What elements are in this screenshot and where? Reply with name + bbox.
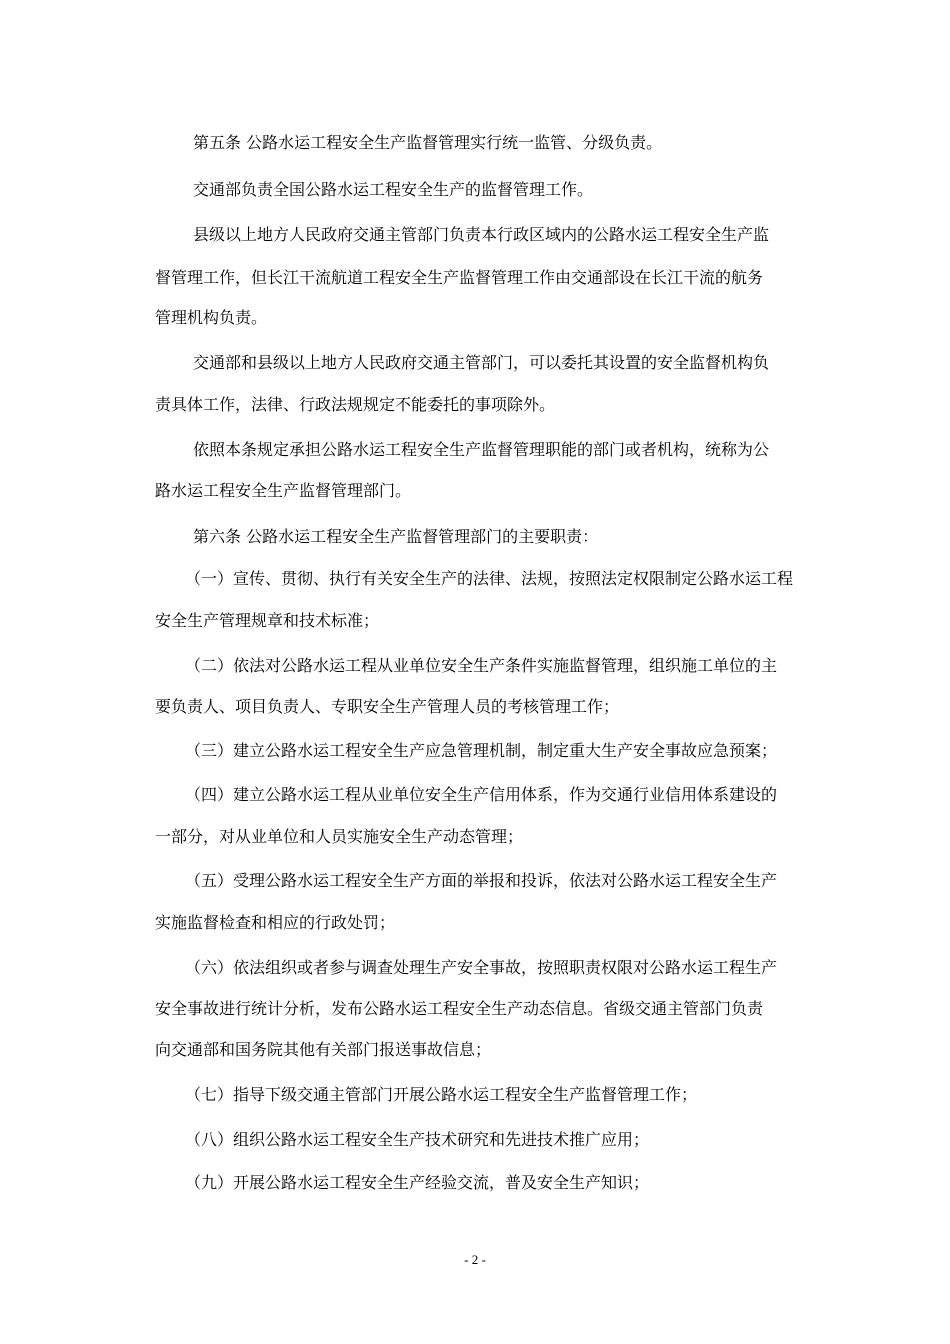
text-line: （九）开展公路水运工程安全生产经验交流，普及安全生产知识；: [185, 1173, 650, 1192]
text-line: 依照本条规定承担公路水运工程安全生产监督管理职能的部门或者机构，统称为公: [193, 440, 770, 459]
text-line: （三）建立公路水运工程安全生产应急管理机制，制定重大生产安全事故应急预案；: [185, 741, 778, 760]
text-line: 督管理工作，但长江干流航道工程安全生产监督管理工作由交通部设在长江干流的航务: [155, 268, 764, 287]
text-line: 要负责人、项目负责人、专职安全生产管理人员的考核管理工作；: [155, 697, 620, 716]
text-line: 第六条 公路水运工程安全生产监督管理部门的主要职责：: [193, 527, 599, 546]
text-line: 第五条 公路水运工程安全生产监督管理实行统一监管、分级负责。: [193, 133, 663, 152]
text-line: 交通部负责全国公路水运工程安全生产的监督管理工作。: [193, 180, 594, 199]
text-line: （八）组织公路水运工程安全生产技术研究和先进技术推广应用；: [185, 1130, 650, 1149]
text-line: （五）受理公路水运工程安全生产方面的举报和投诉，依法对公路水运工程安全生产: [185, 871, 778, 890]
page-number: - 2 -: [464, 1252, 486, 1267]
text-line: （一）宣传、贯彻、执行有关安全生产的法律、法规，按照法定权限制定公路水运工程: [185, 569, 794, 588]
text-line: 实施监督检查和相应的行政处罚；: [155, 913, 396, 932]
text-line: 管理机构负责。: [155, 308, 268, 327]
text-line: 责具体工作，法律、行政法规规定不能委托的事项除外。: [155, 395, 556, 414]
text-line: 向交通部和国务院其他有关部门报送事故信息；: [155, 1040, 492, 1059]
text-line: 交通部和县级以上地方人民政府交通主管部门，可以委托其设置的安全监督机构负: [193, 353, 770, 372]
text-line: 县级以上地方人民政府交通主管部门负责本行政区域内的公路水运工程安全生产监: [193, 225, 770, 244]
text-line: 安全事故进行统计分析，发布公路水运工程安全生产动态信息。省级交通主管部门负责: [155, 999, 764, 1018]
text-line: （六）依法组织或者参与调查处理生产安全事故，按照职责权限对公路水运工程生产: [185, 958, 778, 977]
text-line: （七）指导下级交通主管部门开展公路水运工程安全生产监督管理工作；: [185, 1085, 698, 1104]
text-line: 一部分，对从业单位和人员实施安全生产动态管理；: [155, 827, 524, 846]
text-line: 路水运工程安全生产监督管理部门。: [155, 481, 412, 500]
text-line: 安全生产管理规章和技术标准；: [155, 611, 380, 630]
text-line: （四）建立公路水运工程从业单位安全生产信用体系，作为交通行业信用体系建设的: [185, 785, 778, 804]
text-line: （二）依法对公路水运工程从业单位安全生产条件实施监督管理，组织施工单位的主: [185, 656, 778, 675]
